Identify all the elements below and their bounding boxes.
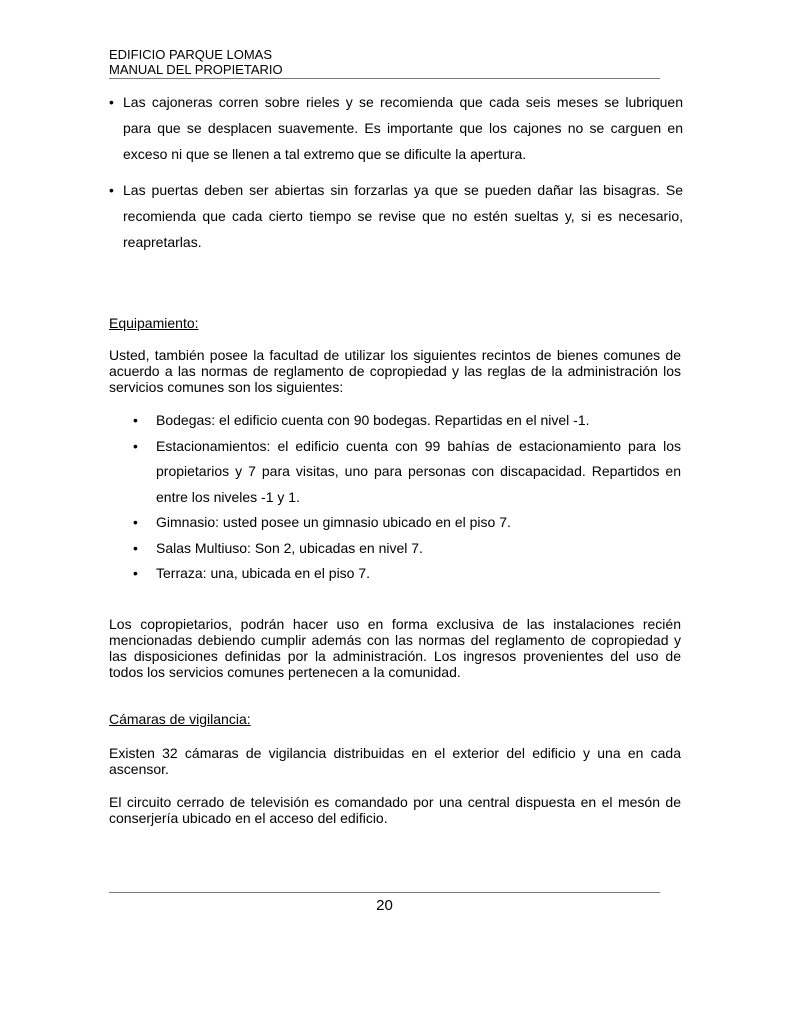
bullet-text: Las puertas deben ser abiertas sin forzarlas ya que se pueden dañar las bisagras. Se recomienda que cada cierto tiempo se revise que no estén sueltas y, si es necesario, reapretarlas.: [123, 182, 683, 250]
page-number: 20: [376, 897, 393, 914]
list-item: [133, 536, 681, 562]
list-item: [133, 408, 681, 434]
header-building-name: EDIFICIO PARQUE LOMAS: [109, 47, 273, 62]
header-manual-title: MANUAL DEL PROPIETARIO: [109, 62, 283, 77]
bullet-item-puertas: [109, 177, 683, 255]
list-item-text: Bodegas: el edificio cuenta con 90 bodegas. Repartidas en el nivel -1.: [156, 412, 590, 428]
equipamiento-intro: Usted, también posee la facultad de utilizar los siguientes recintos de bienes comunes de acuerdo a las normas de reglamento de copropiedad y las reglas de la administración los servicios comunes son los siguientes:: [109, 347, 681, 395]
bullet-icon: •: [133, 514, 138, 530]
bullet-icon: •: [133, 412, 138, 428]
header-divider: [109, 78, 660, 79]
bullet-icon: •: [133, 539, 138, 556]
list-item: [133, 561, 681, 587]
camaras-paragraph-1: Existen 32 cámaras de vigilancia distribuidas en el exterior del edificio y una en cada ascensor.: [109, 745, 681, 777]
bullet-item-cajoneras: [109, 89, 683, 167]
equipamiento-closing: Los copropietarios, podrán hacer uso en forma exclusiva de las instalaciones recién mencionadas debiendo cumplir además con las normas del reglamento de copropiedad y las disposiciones definidas por la administración. Los ingresos provenientes del uso de todos los servicios comunes pertenecen a la comunidad.: [109, 616, 681, 680]
list-item-text: Estacionamientos: el edificio cuenta con 99 bahías de estacionamiento para los propietarios y 7 para visitas, uno para personas con discapacidad. Repartidos en entre los niveles -1 y 1.: [156, 437, 681, 505]
section-heading-equipamiento: Equipamiento:: [109, 315, 199, 331]
list-item: [133, 434, 681, 511]
page-header: [109, 47, 660, 77]
list-item-text: Salas Multiuso: Son 2, ubicadas en nivel 7.: [156, 539, 423, 556]
list-item: [133, 510, 681, 536]
camaras-paragraph-2: El circuito cerrado de televisión es comandado por una central dispuesta en el mesón de conserjería ubicado en el acceso del edificio.: [109, 794, 681, 826]
section-heading-camaras: Cámaras de vigilancia:: [109, 711, 251, 727]
list-item-text: Gimnasio: usted posee un gimnasio ubicado en el piso 7.: [156, 514, 511, 530]
bullet-icon: •: [109, 94, 114, 110]
list-item-text: Terraza: una, ubicada en el piso 7.: [156, 565, 371, 581]
bullet-icon: •: [133, 437, 138, 454]
equipamiento-list: [133, 408, 681, 587]
bullet-icon: •: [133, 565, 138, 581]
bullet-text: Las cajoneras corren sobre rieles y se recomienda que cada seis meses se lubriquen para que se desplacen suavemente. Es importante que los cajones no se carguen en exceso ni que se llenen a tal extremo que se dificulte la apertura.: [123, 94, 683, 162]
bullet-icon: •: [109, 182, 114, 198]
footer-divider: [109, 892, 660, 893]
